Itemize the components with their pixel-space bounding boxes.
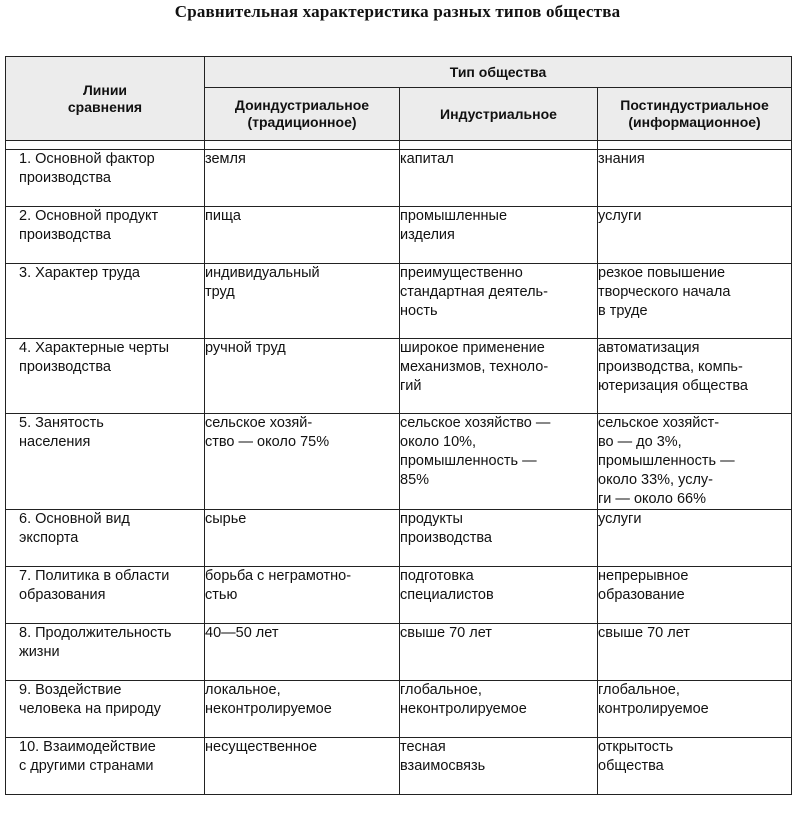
industrial-cell: промышленные изделия [400, 207, 598, 264]
feature-cell: 9. Воздействие человека на природу [6, 681, 205, 738]
preindustrial-cell: борьба с неграмотно- стью [205, 567, 400, 624]
feature-cell: 8. Продолжительность жизни [6, 624, 205, 681]
header-type-label: Тип общества [449, 63, 547, 80]
postindustrial-cell: сельское хозяйст- во — до 3%, промышленность — около 33%, услу- ги — около 66% [598, 414, 792, 510]
spacer-cell [400, 141, 598, 150]
table-row [6, 207, 792, 264]
preindustrial-cell: индивидуальный труд [205, 264, 400, 339]
table-row [6, 567, 792, 624]
preindustrial-cell: сырье [205, 510, 400, 567]
industrial-cell: подготовка специалистов [400, 567, 598, 624]
spacer-cell [598, 141, 792, 150]
table-row [6, 510, 792, 567]
preindustrial-cell: несущественное [205, 738, 400, 795]
postindustrial-cell: свыше 70 лет [598, 624, 792, 681]
postindustrial-cell: открытость общества [598, 738, 792, 795]
table-row [6, 264, 792, 339]
industrial-cell: тесная взаимосвязь [400, 738, 598, 795]
feature-cell: 7. Политика в области образования [6, 567, 205, 624]
preindustrial-cell: пища [205, 207, 400, 264]
table-row [6, 681, 792, 738]
industrial-cell: преимущественно стандартная деятель- ность [400, 264, 598, 339]
preindustrial-cell: 40—50 лет [205, 624, 400, 681]
postindustrial-cell: услуги [598, 207, 792, 264]
header-spacer-row [6, 141, 792, 150]
spacer-cell [6, 141, 205, 150]
table-row [6, 738, 792, 795]
feature-cell: 1. Основной фактор производства [6, 150, 205, 207]
header-lines-of-comparison [6, 57, 205, 141]
industrial-cell: капитал [400, 150, 598, 207]
table-row [6, 339, 792, 414]
postindustrial-cell: автоматизация производства, компь- ютеризация общества [598, 339, 792, 414]
spacer-cell [205, 141, 400, 150]
postindustrial-cell: глобальное, контролируемое [598, 681, 792, 738]
table-body [6, 141, 792, 795]
feature-cell: 2. Основной продукт производства [6, 207, 205, 264]
header-row-top [6, 57, 792, 88]
page-title: Сравнительная характеристика разных типов общества [174, 2, 621, 21]
header-industrial-label: Индустриальное [440, 105, 557, 122]
industrial-cell: свыше 70 лет [400, 624, 598, 681]
postindustrial-cell: резкое повышение творческого начала в труде [598, 264, 792, 339]
feature-cell: 6. Основной вид экспорта [6, 510, 205, 567]
postindustrial-cell: услуги [598, 510, 792, 567]
header-preindustrial-label: Доиндустриальное (традиционное) [234, 97, 370, 130]
table-row [6, 150, 792, 207]
feature-cell: 10. Взаимодействие с другими странами [6, 738, 205, 795]
header-col-postindustrial [598, 88, 792, 141]
industrial-cell: сельское хозяйство — около 10%, промышленность — 85% [400, 414, 598, 510]
industrial-cell: широкое применение механизмов, техноло- гий [400, 339, 598, 414]
industrial-cell: глобальное, неконтролируемое [400, 681, 598, 738]
table-row [6, 414, 792, 510]
postindustrial-cell: знания [598, 150, 792, 207]
preindustrial-cell: локальное, неконтролируемое [205, 681, 400, 738]
header-lines-label: Линии сравнения [67, 81, 143, 115]
industrial-cell: продукты производства [400, 510, 598, 567]
preindustrial-cell: сельское хозяй- ство — около 75% [205, 414, 400, 510]
header-col-industrial [400, 88, 598, 141]
header-postindustrial-label: Постиндустриальное (информационное) [620, 97, 769, 130]
postindustrial-cell: непрерывное образование [598, 567, 792, 624]
feature-cell: 3. Характер труда [6, 264, 205, 339]
header-col-preindustrial [205, 88, 400, 141]
feature-cell: 5. Занятость населения [6, 414, 205, 510]
header-society-type [205, 57, 792, 88]
preindustrial-cell: ручной труд [205, 339, 400, 414]
table-row [6, 624, 792, 681]
comparison-table [5, 56, 792, 795]
feature-cell: 4. Характерные черты производства [6, 339, 205, 414]
preindustrial-cell: земля [205, 150, 400, 207]
